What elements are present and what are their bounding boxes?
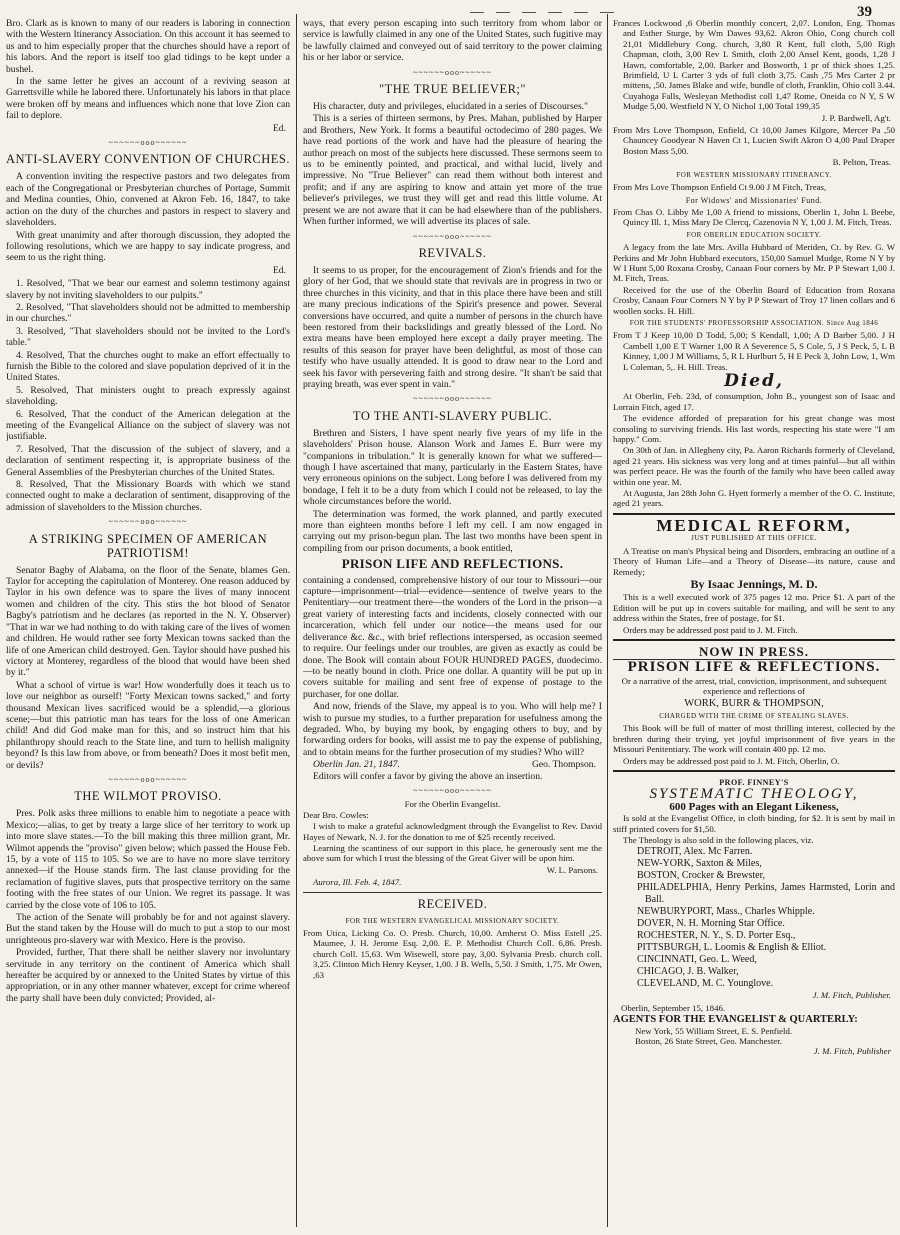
donation-list: From T J Keep 10,00 D Todd, 5,00; S Kendall, 1,00; A D Barber 5,00. J H Cambell 1,00 E T Warner 1,00 R A Severence 5, S Cole, 5, J S Peck, 5, L B Kinney, 1,00 J M Williams, 5, R L Hurlburt 5, H E Peck 3, John Low, 1, Wm L Coleman, 5,. H. Hill. Treas. <box>613 330 895 372</box>
headline-anti-slavery-public: TO THE ANTI-SLAVERY PUBLIC. <box>352 408 553 423</box>
obituary: At Augusta, Jan 28th John G. Hyett formerly a member of the O. C. Institute, aged 21 years. <box>613 488 895 509</box>
ad-names: WORK, BURR & THOMPSON, <box>684 697 824 709</box>
page-number: 39 <box>857 4 872 20</box>
publisher-signature: J. M. Fitch, Publisher <box>813 1046 891 1057</box>
ad-prof: PROF. FINNEY'S <box>719 778 789 787</box>
article-paragraph: Senator Bagby of Alabama, on the floor of the Senate, blames Gen. Taylor for accepting the capitulation of Monterey. One reason adduced by Taylor in his own defence was to spare the lives of many innocent women and children of the city. This stirs the hot blood of Senator Bagby's patriotism and he declares (as reported in the N. Y. Observer) "That in war we had nothing to do with taking care of the lives of women and children. He would rather see forty Mexican towns sacked than the life of one American child destroyed. Gen. Taylor should have pushed his victory at Monterey, regardless of the blood that would have been shed by it." <box>6 564 290 679</box>
resolution: 1. Resolved, "That we bear our earnest and solemn testimony against slavery by not inviting slaveholders to our pulpits." <box>6 278 290 301</box>
header-dash <box>496 12 510 13</box>
subhead-professorship: FOR THE STUDENTS' PROFESSORSHIP ASSOCIATION. Since Aug 1846 <box>629 318 879 327</box>
section-divider: ~~~~~~ooo~~~~~~ <box>108 138 188 148</box>
headline-prison-life: PRISON LIFE AND REFLECTIONS. <box>341 556 564 572</box>
headline-wilmot-proviso: THE WILMOT PROVISO. <box>74 789 222 804</box>
article-paragraph: This is a series of thirteen sermons, by Pres. Mahan, published by Harper and Brothers, New York. It forms a beautiful octodecimo of 280 pages. We have read portions of the work and have had the pleasure of hearing the author preach on most of the subjects here discussed. These sermons seem to us to be eminently pointed, and practical, and withal lucid, lively and impressive. No "True Believer" can read them without both interest and profit; and if any are aspiring to know and attain yet more of the true believer's privileges, we trust they will get and read this little volume. At present we are not aware that it can be had elsewhere than of the publishers. When further informed, we will advertise its places of sale. <box>303 113 602 228</box>
donation-list: Frances Lockwood ,6 Oberlin monthly concert, 2,07. London, Eng. Thomas and Esther Sturge, by Wm Dawes 93,62. Akron Ohio, Cong church coll 21,01 Middlebury Cong. church, 3,80 R Kent, full cloth, 5,00 Righ Chapman, cloth, 3,00 Rev L Smith, cloth 2,00 Ansel Kent, goods, 1,28 J Hawn, comfortable, 2,00. Barker and Bosworth, 1 pr of thick shoes 1,25. Brimfield, U L Carter 3 yds of full cloth 3,75. Cash ,75 Mrs Carter 2 pr mittens, ,50. James Blake and wife, bundle of cloth, Franklin, Ohio coll 3.44. Cuyahoga Falls, Wesleyan Methodist coll 1,47 Rome, Oneida co N Y, S W Mudge 5,00. Westfield N Y, O Nichol 1,00 Total 199,35 <box>613 18 895 112</box>
city-entry: CINCINNATI, Geo. L. Weed, <box>637 954 757 966</box>
agent-entry: New York, 55 William Street, E. S. Penfield. <box>635 1025 793 1036</box>
ad-paragraph: Orders may be addressed post paid to J. M. Fitch, Oberlin, O. <box>623 755 840 766</box>
agents-title: AGENTS FOR THE EVANGELIST & QUARTERLY: <box>613 1014 858 1026</box>
headline-american-patriotism: A STRIKING SPECIMEN OF AMERICAN PATRIOTISM! <box>28 531 268 560</box>
obituary: At Oberlin, Feb. 23d, of consumption, John B., youngest son of Isaac and Lorrain Fitch, aged 17. <box>613 391 895 412</box>
article-paragraph: Pres. Polk asks three millions to enable him to negotiate a peace with Mexico;—alias, to get by treaty a large slice of her territory to work up into more slave states.—To the bill making this three million grant, Mr. Wilmot appends the "proviso" given below; which passed the House Feb. 15, by a vote of 115 to 105. So we are to have no more slave territory annexed—if the House stands firm. The last clause providing for the reclamation of fugitive slaves, puts that prospective territory on the same footing with the free states of our Union. We regret its passage. It was carried by the close vote of 106 to 105. <box>6 808 290 911</box>
city-entry: PHILADELPHIA, Henry Perkins, James Harmsted, Lorin and Ball. <box>637 882 895 906</box>
donation-list: A legacy from the late Mrs. Avilla Hubbard of Meriden, Ct. by Rev. G. W Perkins and Mr John Hubbard executors, 150,00 Samuel Mudge, Rome N Y by W I Hunt 5,00 Roxana Crosby, Canaan Four corners by Mr. P P Stewart 1,00 J. M. Fitch, Treas. <box>613 242 895 284</box>
header-dash <box>548 12 562 13</box>
ad-subtitle: 600 Pages with an Elegant Likeness, <box>669 800 839 813</box>
author-signature: Geo. Thompson. <box>531 759 596 771</box>
section-divider: ~~~~~~ooo~~~~~~ <box>108 774 188 784</box>
header-dash <box>574 12 588 13</box>
letter-paragraph: I wish to make a grateful acknowledgment through the Evangelist to Rev. David Hayes of Newark, N. J. for the donation to me of $25 recently received. <box>303 821 602 842</box>
section-divider: ~~~~~~ooo~~~~~~ <box>108 517 188 527</box>
ad-paragraph: A Treatise on man's Physical being and Disorders, embracing an outline of a Theory of Human Life—and a Theory of Disease—its nature, cause and Remedy; <box>613 545 895 577</box>
letter-salutation: Dear Bro. Cowles: <box>303 809 369 820</box>
headline-revivals: REVIVALS. <box>418 245 487 260</box>
ad-author: By Isaac Jennings, M. D. <box>690 576 818 591</box>
article-paragraph: The determination was formed, the work planned, and partly executed more than eighteen months before I left my cell. I am now engaged in carrying out my prison-begun plan. The last two months have been spent in compiling from our prison documents, a book entitled, <box>303 508 602 554</box>
article-paragraph: With great unanimity and after thorough discussion, they adopted the following resolutions, which we are happy to say indicate progress, and seem to us the right thing. <box>6 229 290 264</box>
city-entry: DETROIT, Alex. Mc Farren. <box>637 846 753 858</box>
ad-medical-reform <box>613 513 895 635</box>
headline-received: RECEIVED. <box>417 896 488 911</box>
ad-now-in-press: NOW IN PRESS. <box>699 643 809 659</box>
article-paragraph: What a school of virtue is war! How wonderfully does it teach us to love our neighbor as ourself! "Forty Mexican towns sacked," and forty thousand Mexican lives sacrificed would be a splendid,—a glorious scene;—but this patriotic man has tears for the loss of one American child! And did God make man for this, and so instruct him that his philanthropy should reach to the State line, and turn to hellish malignity beyond? Is this law from above, or from beneath? Does it most befit men, or devils? <box>6 679 290 771</box>
section-divider: ~~~~~~ooo~~~~~~ <box>413 231 492 241</box>
column-right <box>613 18 895 1228</box>
article-paragraph: And now, friends of the Slave, my appeal is to you. Who will help me? I wish to pursue my studies, to a further preparation for usefulness among the degraded. Who, by buying my book, by engaging others to buy, and by forwarding orders for books, will assist me to pay the expense of publishing, and to obtain means for the further prosecution of my studies? Who will? <box>303 701 602 758</box>
resolution: 5. Resolved, That ministers ought to preach expressly against slaveholding. <box>6 384 290 408</box>
resolution: 6. Resolved, That the conduct of the American delegation at the meeting of the Evangelical Alliance on the subject of slavery was not justifiable. <box>6 408 290 443</box>
article-paragraph: Brethren and Sisters, I have spent nearly five years of my life in the slaveholders' Prison house. Alanson Work and James E. Burr were my "companions in tribulation." It is generally known for what we suffered—though I have ascertained that many, particularly in the Eastern States, have very erroneous opinions on the subject. Long before I was delivered from my bondage, I felt it to be a duty from which I could not be released, to lay the whole circumstances before the world. <box>303 427 602 508</box>
donation-list: Received for the use of the Oberlin Board of Education from Roxana Crosby, Canaan Four Corners N Y by P P Stewart of Troy 17 linen collars and 6 woollen socks. H. Hill. <box>613 284 895 316</box>
editor-signature: Ed. <box>272 122 286 134</box>
letter-signature: W. L. Parsons. <box>546 864 598 875</box>
ad-paragraph: This is a well executed work of 375 pages 12 mo. Price $1. A part of the Edition will be put up in covers suitable for mailing, and will be sent to any address within the States, free of postage, for $1. <box>613 592 895 624</box>
agent-entry: Boston, 26 State Street, Geo. Manchester. <box>635 1036 782 1047</box>
article-paragraph: Bro. Clark as is known to many of our readers is laboring in connection with the Western Itinerancy Association. On this account it has seemed to us and to him especially proper that the churches should have a report of his labors. And the report is itself too glad tidings to be kept under a bushel. <box>6 18 290 75</box>
letter-place: Aurora, Ill. Feb. 4, 1847. <box>313 877 402 888</box>
column-rule <box>296 14 297 1227</box>
editor-signature: Ed. <box>272 264 286 276</box>
resolution: 4. Resolved, That the churches ought to make an effort effectually to furnish the Bible to the colored and slave population deprived of it in the United States. <box>6 349 290 384</box>
dateline: Oberlin Jan. 21, 1847. <box>313 759 400 771</box>
ad-charged: CHARGED WITH THE CRIME OF STEALING SLAVES. <box>659 711 849 720</box>
obituary: The evidence afforded of preparation for his great change was most consoling to surviving friends. His last words, respecting his state were "I am happy." Com. <box>613 413 895 445</box>
city-entry: DOVER, N. H. Morning Star Office. <box>637 918 785 930</box>
treasurer-signature: B. Pelton, Treas. <box>832 157 891 168</box>
article-paragraph: The action of the Senate will probably be for and not against slavery. But the stand taken by the House will do much to put a stop to our most unrighteous pro-slavery war with Mexico. Here is the proviso. <box>6 912 290 946</box>
ad-paragraph: Orders may be addressed post paid to J. M. Fitch. <box>623 624 798 635</box>
ad-title: SYSTEMATIC THEOLOGY, <box>649 786 859 803</box>
column-left <box>6 18 290 1228</box>
ad-date: Oberlin, September 15, 1846. <box>621 1002 726 1013</box>
resolution: 3. Resolved, "That slaveholders should not be invited to the Lord's table." <box>6 325 290 349</box>
header-dash <box>470 12 484 13</box>
resolution: 7. Resolved, That the discussion of the subject of slavery, and a declaration of sentiment respecting it, is appropriate business of the General Assemblies of the Presbyterian churches of the United States. <box>6 443 290 478</box>
city-list <box>613 846 895 990</box>
headline-died: Died, <box>724 371 784 391</box>
ad-systematic-theology <box>613 770 895 1057</box>
article-paragraph: Provided, further, That there shall be neither slavery nor involuntary servitude in any territory on the continent of America which shall hereafter be acquired by or annexed to the United States by virtue of this appropriation, or in any other manner whatever, except for crime whereof the party shall have been duly convicted; Provided, al- <box>6 947 290 1004</box>
ad-title: MEDICAL REFORM, <box>656 515 852 535</box>
article-paragraph: A convention inviting the respective pastors and two delegates from each of the Congregational or Presbyterian churches of Portage, Summit and Medina counties, Ohio, convened at Akron Feb. 16, 1847, to take action on the duty of the churches and pastors in respect to slavery and slaveholders. <box>6 171 290 229</box>
dateline-row <box>303 759 602 770</box>
article-paragraph: His character, duty and privileges, elucidated in a series of Discourses." <box>313 101 588 113</box>
donation-list: From Mrs Love Thompson, Enfield, Ct 10,00 James Kilgore, Mercer Pa ,50 Chauncey Goodyear N Haven Ct 1, Lucien Swift Akron O 4,00 Paul Draper Boston Mass 5,00. <box>613 125 895 156</box>
article-paragraph: In the same letter he gives an account of a reviving season at Garrettsville while he labored there. Unfortunately his labors in that place were broken off by means and influences which none that love Zion can fail to deplore. <box>6 76 290 122</box>
header-dash <box>522 12 536 13</box>
agent-signature: J. P. Bardwell, Ag't. <box>821 112 891 123</box>
ad-paragraph: The Theology is also sold in the following places, viz. <box>623 835 814 846</box>
obituary: On 30th of Jan. in Allegheny city, Pa. Aaron Richards formerly of Cleveland, aged 21 years. His sickness was very long and at times painful—but all within was perfect peace. He was the fourth of the family who have been called away within one year. M. <box>613 445 895 487</box>
section-divider: ~~~~~~ooo~~~~~~ <box>413 785 492 795</box>
subhead-education-society: FOR OBERLIN EDUCATION SOCIETY. <box>686 230 822 239</box>
city-entry: NEWBURYPORT, Mass., Charles Whipple. <box>637 906 815 918</box>
subhead-missionary-society: FOR THE WESTERN EVANGELICAL MISSIONARY SOCIETY. <box>345 916 560 925</box>
divider-line <box>303 892 602 893</box>
ad-subtitle: JUST PUBLISHED AT THIS OFFICE. <box>691 534 817 543</box>
city-entry: PITTSBURGH, L. Loomis & English & Elliot. <box>637 942 827 954</box>
letter-heading: For the Oberlin Evangelist. <box>404 799 501 810</box>
section-divider: ~~~~~~ooo~~~~~~ <box>413 394 492 404</box>
column-middle <box>303 18 602 1228</box>
subhead-itinerancy: FOR WESTERN MISSIONARY ITINERANCY. <box>676 170 832 179</box>
donation-list: From Utica, Licking Co. O. Presb. Church, 10,00. Amherst O. Miss Estell ,25. Maumee, J. H. Jerome Esq. 2,00. E. P. Methodist Church Coll. 6,86. Presb. church Coll. 15,63. Wm Wisewell, store pay, 3,00. Sylvania Presb. church coll. 3,25. Clinton Mich Henry Keyser, 1,00. J B. Wells, 5,50. J Smith, 1,75. Mr Owen, ,63 <box>303 928 602 980</box>
headline-true-believer: "THE TRUE BELIEVER;" <box>378 82 527 97</box>
subhead-widows-fund: For Widows' and Missionaries' Fund. <box>685 195 823 205</box>
header-dash <box>600 12 614 13</box>
resolution: 8. Resolved, That the Missionary Boards with which we stand connected ought to make a declaration of sentiment, disapproving of the admission of slaveholders to the Mission churches. <box>6 479 290 513</box>
page-header <box>0 4 900 18</box>
donation-list: From Chas O. Libby Me 1,00 A friend to missions, Oberlin 1, John L Beebe, Quincy Ill. 1, Miss Mary De Clercq, Cazenovia N Y, 1,00 J. M. Fitch, Treas. <box>613 206 895 228</box>
publisher-signature: J. M. Fitch, Publisher. <box>812 990 891 1001</box>
ad-prison-life <box>613 639 895 766</box>
resolution: 2. Resolved, "That slaveholders should not be admitted to membership in our churches." <box>6 301 290 325</box>
article-paragraph: Editors will confer a favor by giving the above an insertion. <box>313 770 543 782</box>
ad-paragraph: This Book will be full of matter of most thrilling interest, collected by the brethren during their trying, yet joyful imprisonment of five years in the Missouri Penitentiary. The work will contain 400 pp. 12 mo. <box>613 723 895 755</box>
ad-title: PRISON LIFE & REFLECTIONS. <box>627 659 881 676</box>
donation-list: From Mrs Love Thompson Enfield Ct 9.00 J M Fitch, Treas, <box>613 182 827 193</box>
headline-anti-slavery-convention: ANTI-SLAVERY CONVENTION OF CHURCHES. <box>6 152 290 167</box>
city-entry: NEW-YORK, Saxton & Miles, <box>637 858 762 870</box>
city-entry: ROCHESTER, N. Y., S. D. Porter Esq., <box>637 930 796 942</box>
letter-paragraph: Learning the scantiness of our support in this place, he generously sent me the above sum for which I trust the blessing of the Great Giver will be upon him. <box>303 843 602 864</box>
section-divider: ~~~~~~ooo~~~~~~ <box>413 67 492 77</box>
city-entry: BOSTON, Crocker & Brewster, <box>637 870 766 882</box>
article-paragraph: containing a condensed, comprehensive history of our tour to Missouri—our capture—imprisonment—trial—evidence—sentence of twelve years to the Penitentiary—our treatment there—the wonders of the Lord in the prison—a great variety of interesting facts and incidents, closely connected with our incarceration, which fell under our notice—the means used for our deliverance &c. &c., with brief reflections interspersed, as occasion seemed to require. Our feelings under our troubles, are given as exactly as could be done. The Book will contain about FOUR HUNDRED PAGES, duodecimo.—to be neatly bound in cloth. Price one dollar. A quantity will be put up in covers suitable for mailing and sent free of expense of postage to the purchaser, for one dollar. <box>303 574 602 700</box>
article-paragraph: It seems to us proper, for the encouragement of Zion's friends and for the glory of her God, that we should state that revivals are in progress in two or three churches in this vicinity, and that in this place there have been and still are many precious indications of the Spirit's presence and power. Several conversions have occurred, and quite a number of persons in the church have been restored from their backslidings and greatly blessed of the Lord. No extra means have been employed here except a daily prayer meeting. The results of this season for prayer have been delightful, as most of those can testify who have usually attended. It is good to draw near to the Lord and seek his favor with persevering faith and strong desire. "It shan't be said that praying breath, was ever spent in vain." <box>303 264 602 390</box>
column-rule <box>607 14 608 1227</box>
ad-paragraph: Or a narrative of the arrest, trial, conviction, imprisonment, and subsequent experience and reflections of <box>621 675 887 697</box>
city-entry: CHICAGO, J. B. Walker, <box>637 966 739 978</box>
article-paragraph: ways, that every person escaping into such territory from whom labor or service is lawfully claimed in any one of the United States, such fugitive may be lawfully claimed and conveyed out of said territory to the power claiming his or her labor or service. <box>303 18 602 64</box>
ad-paragraph: Is sold at the Evangelist Office, in cloth binding, for $2. It is sent by mail in stiff printed covers for $1,50. <box>613 813 895 834</box>
city-entry: CLEVELAND, M. C. Younglove. <box>637 978 774 990</box>
